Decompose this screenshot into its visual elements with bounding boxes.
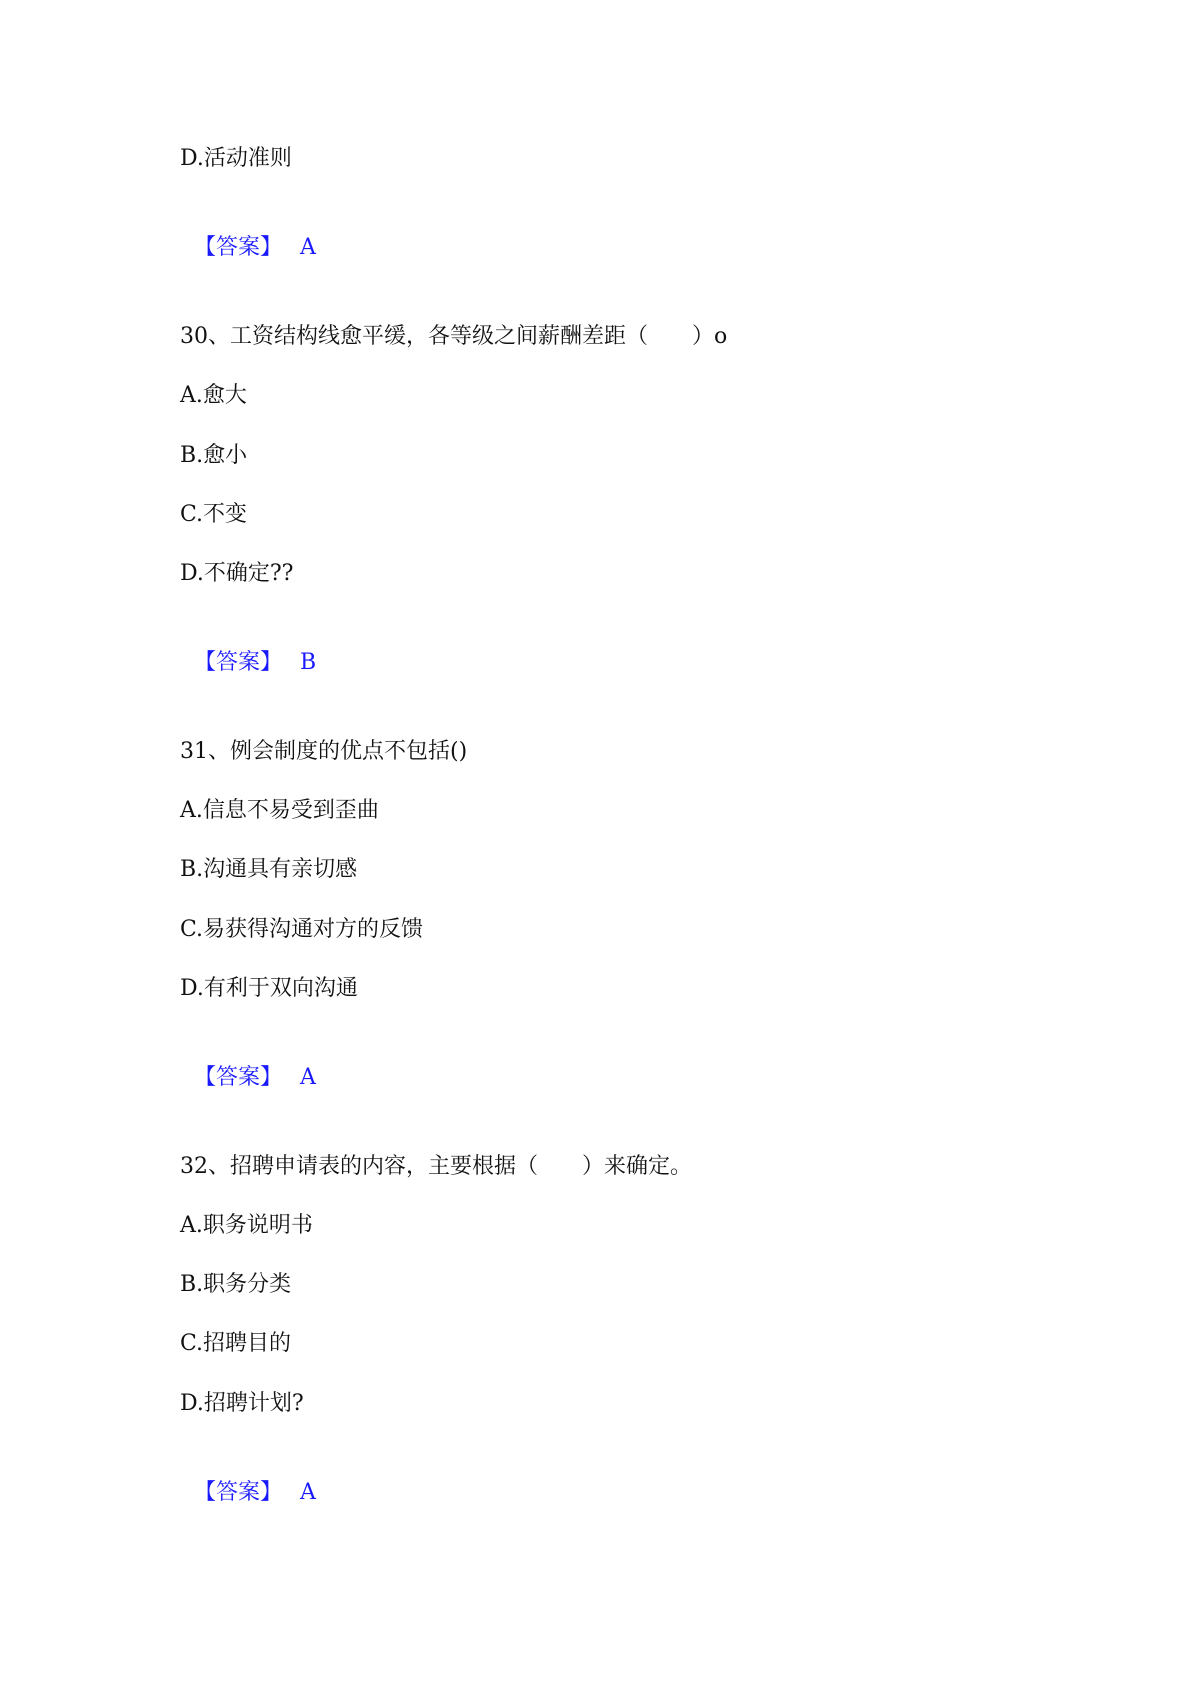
- answer-line: [180, 618, 316, 678]
- option-c: C.招聘目的: [180, 1331, 292, 1356]
- option-b: B.职务分类: [180, 1272, 292, 1297]
- option-a: A.职务说明书: [180, 1213, 313, 1238]
- option-c: C.易获得沟通对方的反馈: [180, 917, 424, 942]
- option-d: D.不确定??: [180, 561, 294, 586]
- option-d: D.招聘计划?: [180, 1391, 304, 1416]
- answer-line: [180, 1448, 316, 1508]
- option-b: B.愈小: [180, 443, 248, 468]
- answer-value: A: [300, 1480, 316, 1505]
- answer-value: A: [300, 1065, 316, 1090]
- question-stem: 32、招聘申请表的内容，主要根据（ ）来确定。: [180, 1154, 692, 1179]
- option-b: B.沟通具有亲切感: [180, 857, 358, 882]
- answer-label: 【答案】: [194, 650, 283, 675]
- answer-value: B: [300, 650, 317, 675]
- answer-label: 【答案】: [194, 235, 283, 260]
- answer-line: [180, 203, 316, 263]
- answer-label: 【答案】: [194, 1065, 283, 1090]
- option-c: C.不变: [180, 502, 248, 527]
- option-d: D.有利于双向沟通: [180, 976, 358, 1001]
- option-a: A.愈大: [180, 383, 247, 408]
- answer-label: 【答案】: [194, 1480, 283, 1505]
- answer-line: [180, 1033, 316, 1093]
- option-a: A.信息不易受到歪曲: [180, 798, 379, 823]
- question-stem: 30、工资结构线愈平缓，各等级之间薪酬差距（ ）o: [180, 324, 728, 349]
- answer-value: A: [300, 235, 316, 260]
- question-stem: 31、例会制度的优点不包括(): [180, 739, 468, 764]
- option-d: D.活动准则: [180, 146, 292, 171]
